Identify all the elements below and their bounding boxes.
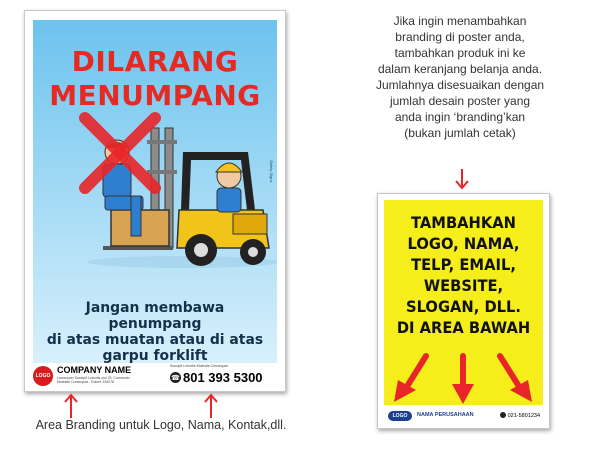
- poster-side-text: Safety Signs: [269, 160, 274, 183]
- info-line: Jumlahnya disesuaikan dengan: [375, 78, 545, 92]
- sample-artwork: [384, 200, 543, 405]
- poster-title-line1: DILARANG: [71, 45, 239, 78]
- company-name: COMPANY NAME: [57, 365, 132, 375]
- address-line2: Molestie Consequat - Dolore 230076: [57, 380, 115, 384]
- red-arrows-graphic: [384, 350, 543, 405]
- arrow-down-icon: [455, 168, 469, 190]
- arrow-up-icon: [204, 393, 218, 419]
- sample-phone: [500, 412, 540, 419]
- info-line: (bukan jumlah cetak): [404, 126, 516, 140]
- company-address: [57, 376, 147, 384]
- sample-line: WEBSITE,: [423, 276, 504, 295]
- sample-line: TELP, EMAIL,: [411, 255, 516, 274]
- phone-icon: ☎: [170, 372, 181, 383]
- contact-note: Suscipit Lobortis Molestie Consequat: [170, 364, 228, 368]
- sample-line: TAMBAHKAN: [411, 213, 516, 232]
- sample-company-name: NAMA PERUSAHAAN: [417, 412, 474, 418]
- info-line: anda ingin ‘branding’kan: [394, 110, 526, 124]
- sample-line: DI AREA BAWAH: [396, 318, 531, 337]
- sample-phone-number: 021-5801234: [507, 413, 540, 419]
- branding-info-text: [335, 13, 585, 141]
- arrow-down-icon: [452, 356, 474, 404]
- poster-caption-line2: di atas muatan atau di atas: [46, 332, 264, 348]
- address-line1: Lamcorper Suscipit Lobortis nisl 23, Commodo: [57, 376, 130, 380]
- branding-sample-poster: [377, 193, 550, 429]
- info-line: dalam keranjang belanja anda.: [377, 62, 543, 76]
- arrow-down-left-icon: [394, 356, 426, 402]
- phone-number: 801 393 5300: [183, 370, 263, 385]
- branding-area: [33, 363, 277, 389]
- forklift-safety-poster: [24, 10, 286, 392]
- sample-line: SLOGAN, DLL.: [405, 297, 522, 316]
- poster-caption: [44, 300, 267, 363]
- poster-artwork: [33, 20, 277, 363]
- info-line: jumlah desain poster yang: [389, 94, 531, 108]
- branding-area-caption: Area Branding untuk Logo, Nama, Kontak,dll.: [35, 418, 287, 432]
- forklift-illustration: [33, 110, 277, 270]
- info-line: branding di poster anda,: [395, 30, 525, 44]
- poster-caption-line1: Jangan membawa penumpang: [85, 300, 225, 332]
- arrow-down-right-icon: [500, 356, 532, 402]
- sample-text: [390, 212, 536, 338]
- arrow-up-icon: [64, 393, 78, 419]
- sample-line: LOGO, NAMA,: [407, 234, 520, 253]
- info-line: tambahkan produk ini ke: [394, 46, 526, 60]
- poster-caption-line3: garpu forklift: [102, 348, 208, 363]
- logo-placeholder: LOGO: [33, 366, 53, 386]
- info-line: Jika ingin menambahkan: [393, 14, 527, 28]
- poster-title-line2: MENUMPANG: [49, 79, 261, 112]
- sample-logo: LOGO: [388, 411, 412, 421]
- sample-branding-area: [384, 407, 543, 425]
- phone-icon: [500, 412, 506, 418]
